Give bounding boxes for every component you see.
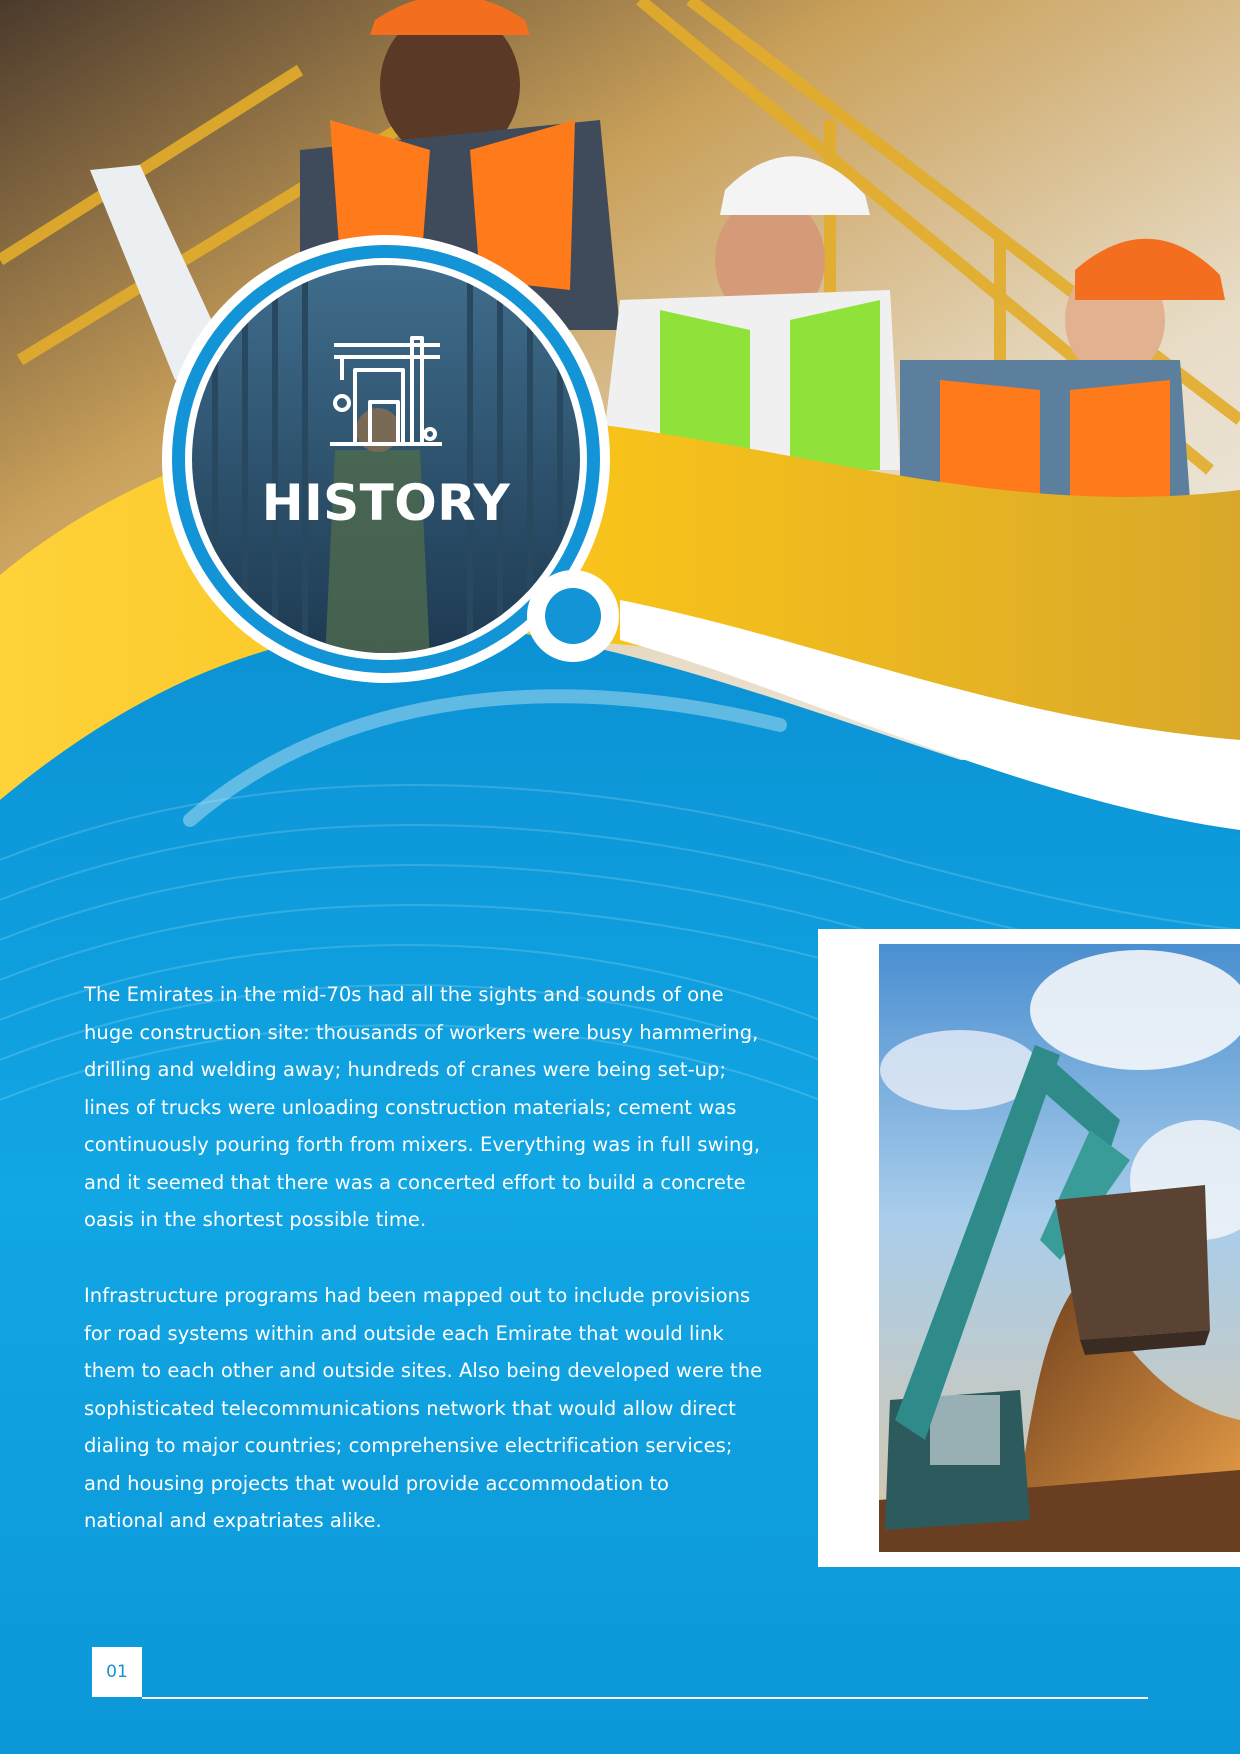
text-line: sophisticated telecommunications network that would allow direct — [84, 1396, 736, 1420]
body-paragraph-1 — [84, 976, 774, 1239]
text-line: lines of trucks were unloading construction materials; cement was — [84, 1095, 737, 1119]
body-paragraph-2 — [84, 1277, 774, 1540]
text-line: them to each other and outside sites. Also being developed were the — [84, 1359, 763, 1382]
text-line: and it seemed that there was a concerted effort to build a concrete — [84, 1170, 746, 1194]
text-line: continuously pouring forth from mixers. Everything was in full swing, — [84, 1133, 761, 1156]
text-line: national and expatriates alike. — [84, 1509, 382, 1532]
text-line: The Emirates in the mid-70s had all the sights and sounds of one — [84, 983, 724, 1006]
text-line: dialing to major countries; comprehensive electrification services; — [84, 1434, 733, 1457]
section-title: HISTORY — [261, 474, 511, 532]
text-line: huge construction site: thousands of workers were busy hammering, — [84, 1020, 759, 1044]
footer-divider — [142, 1697, 1148, 1699]
text-line: for road systems within and outside each Emirate that would link — [84, 1321, 724, 1345]
page-number: 01 — [92, 1647, 142, 1697]
text-line: drilling and welding away; hundreds of cranes were being set-up; — [84, 1058, 727, 1081]
text-line: and housing projects that would provide accommodation to — [84, 1471, 670, 1495]
photo-frame — [818, 929, 1240, 1567]
text-line: Infrastructure programs had been mapped out to include provisions — [84, 1284, 751, 1307]
text-line: oasis in the shortest possible time. — [84, 1208, 427, 1231]
